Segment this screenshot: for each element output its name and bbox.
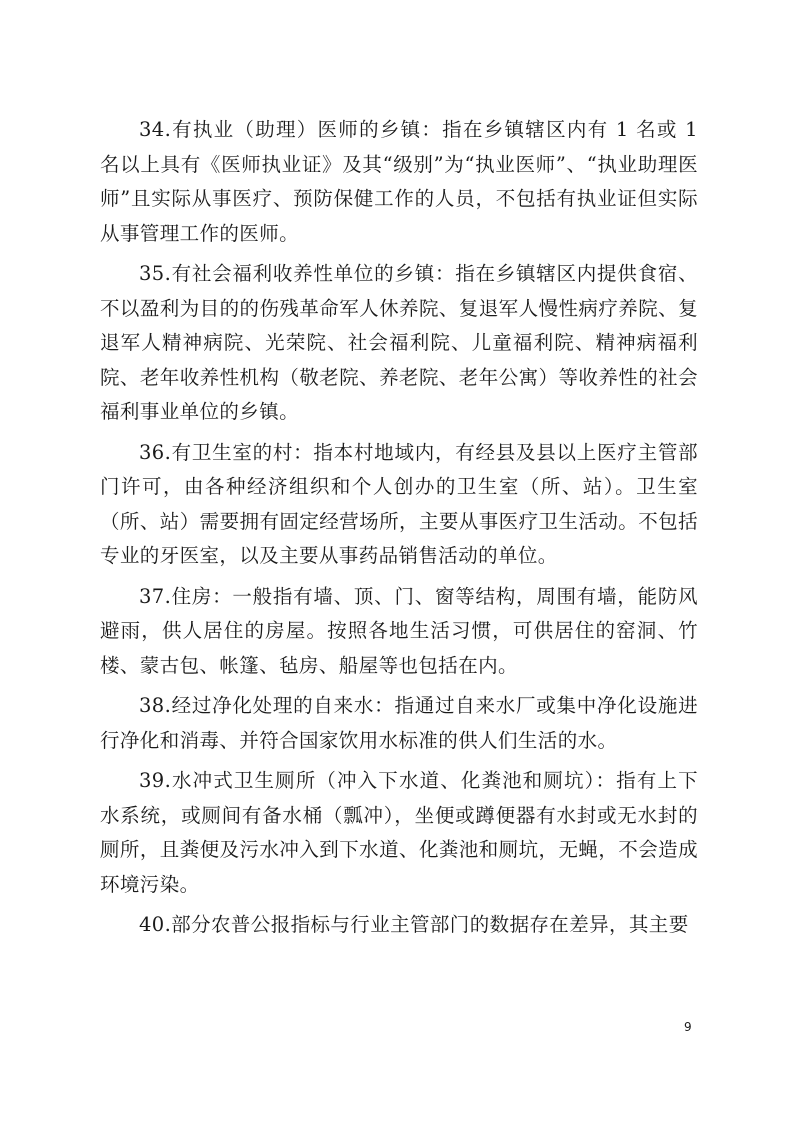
paragraph-35: 35.有社会福利收养性单位的乡镇：指在乡镇辖区内提供食宿、不以盈利为目的的伤残革命军人休养院、复退军人慢性病疗养院、复退军人精神病院、光荣院、社会福利院、儿童福利院、精神病福利院、老年收养性机构（敬老院、养老院、老年公寓）等收养性的社会福利事业单位的乡镇。 [100,262,698,423]
paragraph-40: 40.部分农普公报指标与行业主管部门的数据存在差异，其主要 [139,913,689,936]
document-body [100,113,698,949]
paragraph-38: 38.经过净化处理的自来水：指通过自来水厂或集中净化设施进行净化和消毒、并符合国家饮用水标准的供人们生活的水。 [100,694,698,752]
page-number: 9 [684,1020,692,1034]
paragraph-39: 39.水冲式卫生厕所（冲入下水道、化粪池和厕坑）：指有上下水系统，或厕间有备水桶（瓢冲），坐便或蹲便器有水封或无水封的厕所，且粪便及污水冲入到下水道、化粪池和厕坑，无蝇，不会造成环境污染。 [100,769,698,896]
paragraph-34: 34.有执业（助理）医师的乡镇：指在乡镇辖区内有 1 名或 1 名以上具有《医师执业证》及其“级别”为“执业医师”、“执业助理医师”且实际从事医疗、预防保健工作的人员，不包括有执业证但实际从事管理工作的医师。 [100,118,698,245]
paragraph-37: 37.住房：一般指有墙、顶、门、窗等结构，周围有墙，能防风避雨，供人居住的房屋。按照各地生活习惯，可供居住的窑洞、竹楼、蒙古包、帐篷、毡房、船屋等也包括在内。 [100,584,698,677]
paragraph-36: 36.有卫生室的村：指本村地域内，有经县及县以上医疗主管部门许可，由各种经济组织和个人创办的卫生室（所、站）。卫生室（所、站）需要拥有固定经营场所，主要从事医疗卫生活动。不包括专业的牙医室，以及主要从事药品销售活动的单位。 [100,440,698,567]
